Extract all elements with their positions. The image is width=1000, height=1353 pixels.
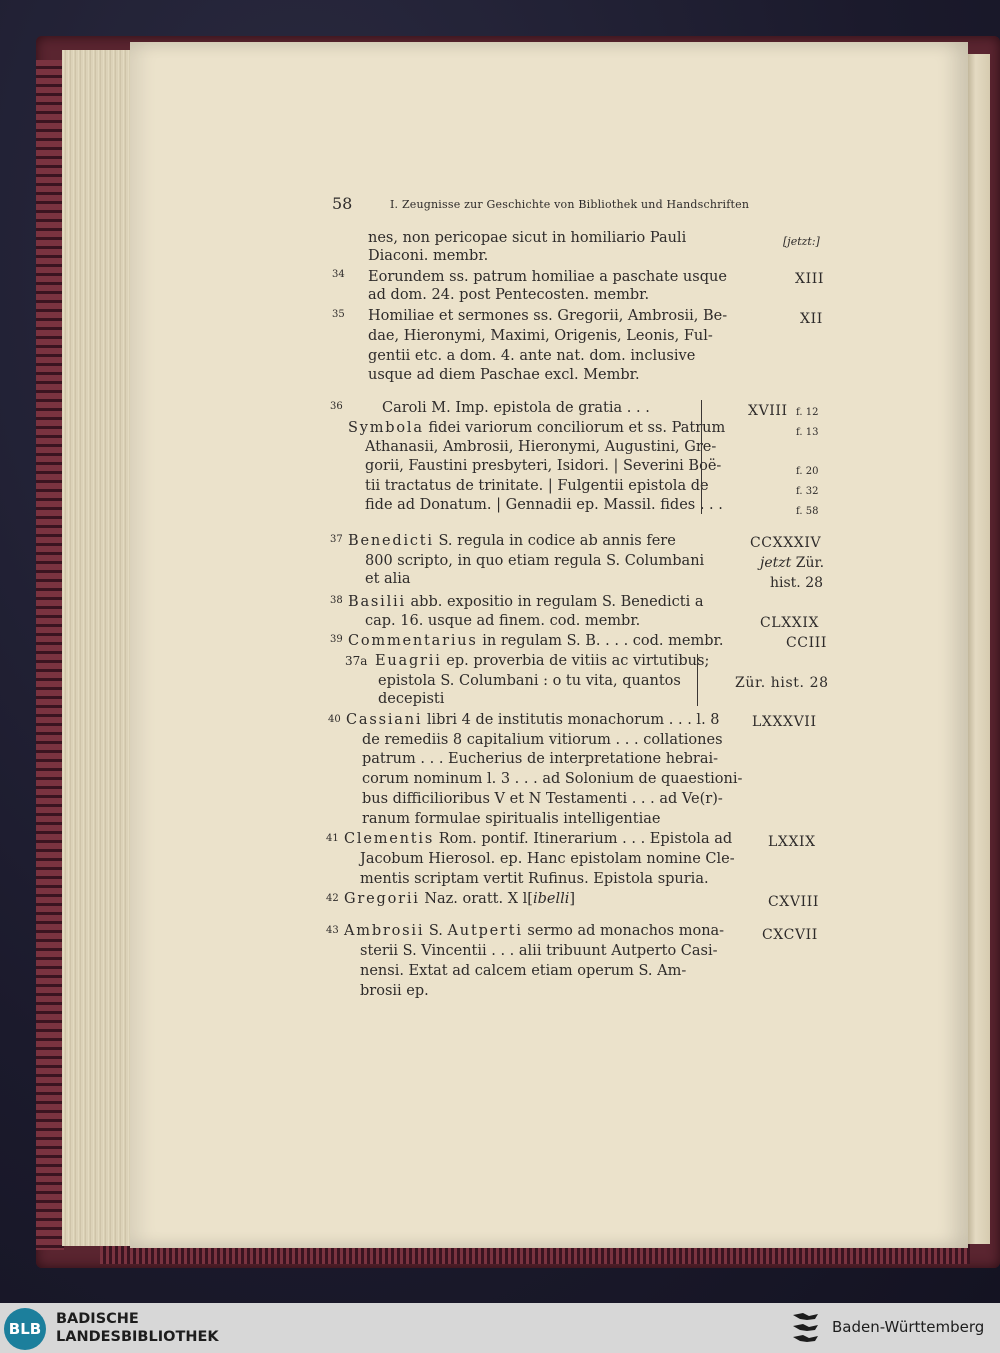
entry-41-line-1-text: Rom. pontif. Itinerarium . . . Epistola ad (434, 831, 733, 847)
entry-43-author: Ambrosii (344, 923, 425, 939)
entry-35-number: 35 (332, 309, 345, 320)
library-name-line-1: BADISCHE (56, 1311, 139, 1327)
page-header (0, 190, 1000, 214)
entry-43-text-b: sermo ad monachos mona- (522, 923, 725, 939)
entry-36-folio-4: f. 32 (796, 486, 819, 497)
entry-37-signature: CCXXXIV (750, 535, 822, 551)
page-number: 58 (332, 194, 353, 213)
entry-41-author: Clementis (344, 831, 435, 847)
entry-40-line-1-text: libri 4 de institutis monachorum . . . l. 8 (422, 712, 720, 728)
entry-39-author: Commentarius (348, 633, 478, 649)
entry-35-signature: XII (800, 311, 823, 327)
entry-36-number: 36 (330, 401, 343, 412)
entry-38-line-1 (348, 593, 704, 611)
entry-37a-line-1 (375, 652, 709, 670)
entry-37-current-location (760, 554, 824, 572)
entry-35-line-3: gentii etc. a dom. 4. ante nat. dom. inclusive (368, 348, 696, 364)
entry-43-text-a: S. (424, 923, 448, 939)
entry-37a-line-3: decepisti (378, 691, 445, 707)
entry-43-signature: CXCVII (762, 927, 818, 943)
entry-37-line-2: 800 scripto, in quo etiam regula S. Columbani (365, 553, 705, 569)
baden-wuerttemberg-lions-icon (790, 1311, 822, 1345)
entry-35-line-1: Homiliae et sermones ss. Gregorii, Ambrosii, Be- (368, 308, 728, 324)
entry-36-line-6: fide ad Donatum. | Gennadii ep. Massil. fides . . . (365, 497, 723, 513)
entry-37a-brace (690, 654, 698, 706)
entry-42-author: Gregorii (344, 891, 420, 907)
entry-36-line-3: Athanasii, Ambrosii, Hieronymi, Augustini, Gre- (365, 439, 717, 455)
entry-36-folio-5: f. 58 (796, 506, 819, 517)
entry-34-line-2: ad dom. 24. post Pentecosten. membr. (368, 287, 650, 303)
entry-36-line-2-text: fidei variorum conciliorum et ss. Patrum (423, 420, 726, 436)
entry-42-ibelli: ibelli (532, 891, 570, 907)
entry-37-number: 37 (330, 534, 343, 545)
entry-36-line-2 (348, 419, 725, 437)
entry-36-line-5: tii tractatus de trinitate. | Fulgentii epistola de (365, 478, 709, 494)
entry-40-line-6: ranum formulae spiritualis intelligentiae (362, 811, 661, 827)
entry-39-line-1 (348, 632, 723, 650)
entry-41-number: 41 (326, 833, 339, 844)
entry-36-brace (694, 400, 702, 514)
entry-43-line-4: brosii ep. (360, 983, 429, 999)
entry-40-number: 40 (328, 714, 341, 725)
entry-43-autperti: Autperti (447, 923, 523, 939)
entry-37-hist: hist. 28 (770, 575, 824, 591)
entry-34-line-1: Eorundem ss. patrum homiliae a paschate usque (368, 269, 727, 285)
entry-40-line-5: bus difficilioribus V et N Testamenti . . . ad Ve(r)- (362, 791, 723, 807)
entry-33-signature: [jetzt:] (783, 235, 820, 248)
entry-38-line-2: cap. 16. usque ad finem. cod. membr. (365, 613, 641, 629)
entry-37a-author: Euagrii (375, 653, 442, 669)
entry-34-number: 34 (332, 269, 345, 280)
entry-40-line-3: patrum . . . Eucherius de interpretatione hebrai- (362, 751, 719, 767)
entry-37-line-3: et alia (365, 571, 411, 587)
entry-37-author: Benedicti (348, 533, 434, 549)
entry-41-line-1 (344, 830, 732, 848)
entry-33-line-2: Diaconi. membr. (368, 248, 489, 264)
entry-42-number: 42 (326, 893, 339, 904)
entry-37-line-1 (348, 532, 676, 550)
entry-39-number: 39 (330, 634, 343, 645)
entry-36-line-4: gorii, Faustini presbyteri, Isidori. | Severini Boë- (365, 458, 722, 474)
entry-36-line-1: Caroli M. Imp. epistola de gratia . . . (382, 400, 650, 416)
library-name-line-2: LANDESBIBLIOTHEK (56, 1329, 219, 1345)
entry-33-line-1: nes, non pericopae sicut in homiliario Pauli (368, 230, 687, 246)
entry-40-line-1 (346, 711, 720, 729)
footer-bar (0, 1303, 1000, 1353)
entry-41-line-3: mentis scriptam vertit Rufinus. Epistola spuria. (360, 871, 709, 887)
entry-35-line-4: usque ad diem Paschae excl. Membr. (368, 367, 640, 383)
state-name[interactable]: Baden-Württemberg (832, 1318, 985, 1336)
entry-36-folio-3: f. 20 (796, 466, 819, 477)
cover-edge-left (36, 60, 64, 1250)
entry-39-signature: CCIII (786, 635, 828, 651)
entry-43-number: 43 (326, 925, 339, 936)
entry-37a-signature: Zür. hist. 28 (735, 675, 829, 691)
facing-page-edge (966, 54, 990, 1244)
blb-logo-icon[interactable]: BLB (4, 1308, 46, 1350)
entry-37a-line-2: epistola S. Columbani : o tu vita, quantos (378, 673, 681, 689)
entry-43-line-1 (344, 922, 724, 940)
entry-42-bracket: ] (569, 891, 576, 907)
entry-38-number: 38 (330, 595, 343, 606)
library-name[interactable] (56, 1310, 219, 1346)
entry-40-author: Cassiani (346, 712, 423, 728)
running-head: I. Zeugnisse zur Geschichte von Bibliothek und Handschriften (390, 198, 750, 211)
entry-42-signature: CXVIII (768, 894, 819, 910)
entry-40-line-2: de remediis 8 capitalium vitiorum . . . collationes (362, 732, 723, 748)
entry-38-signature: CLXXIX (760, 615, 820, 631)
entry-36-folio-2: f. 13 (796, 427, 819, 438)
entry-34-signature: XIII (795, 271, 824, 287)
entry-38-line-1-text: abb. expositio in regulam S. Benedicti a (405, 594, 704, 610)
entry-37-zur: Zür. (791, 555, 825, 571)
page-stack (62, 50, 138, 1246)
entry-40-signature: LXXXVII (752, 714, 817, 730)
entry-37-line-1-text: S. regula in codice ab annis fere (433, 533, 676, 549)
entry-42-line-1 (344, 890, 575, 908)
entry-42-line-1-text: Naz. oratt. X l[ (419, 891, 533, 907)
entry-36-folio-1: f. 12 (796, 407, 819, 418)
entry-37a-line-1-text: ep. proverbia de vitiis ac virtutibus; (441, 653, 710, 669)
entry-37-jetzt: jetzt (760, 555, 792, 571)
entry-41-signature: LXXIX (768, 834, 816, 850)
entry-36-signature: XVIII (748, 403, 788, 419)
entry-41-line-2: Jacobum Hierosol. ep. Hanc epistolam nomine Cle- (360, 851, 735, 867)
entry-36-author: Symbola (348, 420, 424, 436)
entry-39-line-1-text: in regulam S. B. . . . cod. membr. (477, 633, 724, 649)
entry-40-line-4: corum nominum l. 3 . . . ad Solonium de quaestioni- (362, 771, 743, 787)
entry-37a-number: 37a (345, 654, 368, 668)
entry-38-author: Basilii (348, 594, 406, 610)
entry-43-line-3: nensi. Extat ad calcem etiam operum S. Am- (360, 963, 687, 979)
entry-43-line-2: sterii S. Vincentii . . . alii tribuunt Autperto Casi- (360, 943, 718, 959)
entry-35-line-2: dae, Hieronymi, Maximi, Origenis, Leonis, Ful- (368, 328, 713, 344)
